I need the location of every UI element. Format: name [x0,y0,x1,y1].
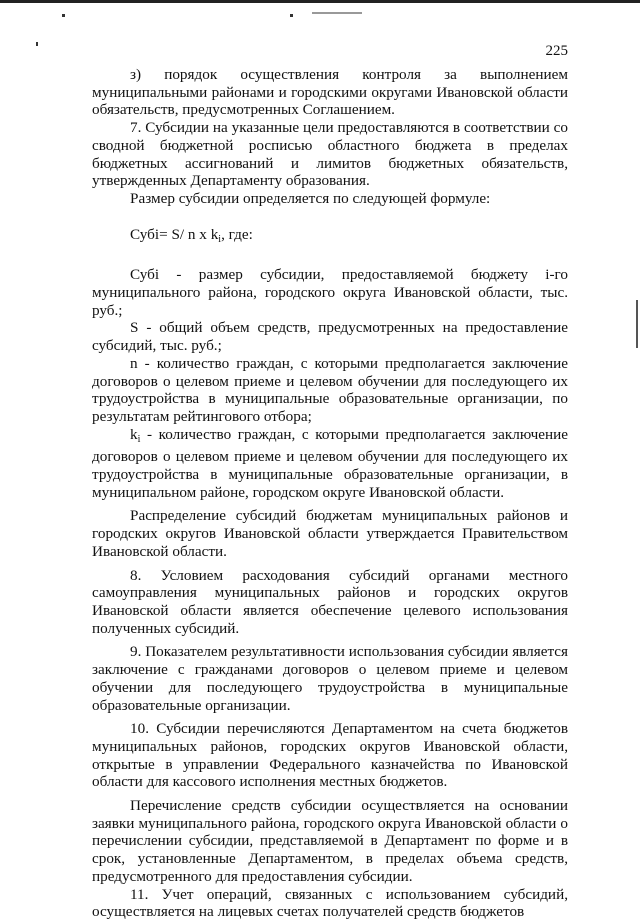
formula-subscript: i [218,233,222,245]
definition-n: n - количество граждан, с которыми предполагается заключение договоров о целевом приеме и целевом обучении для последующего их трудоустройства в муниципальные образовательные организации, по результатам рейтингового отбора; [92,354,568,425]
document-body [92,66,568,921]
paragraph-9: 9. Показателем результативности использования субсидии является заключение с гражданами договоров о целевом приеме и целевом обучении для последующего трудоустройства в муниципальные образовательные организации. [92,643,568,714]
definition-ki-subscript: i [137,433,141,445]
definition-subi: Субі - размер субсидии, предоставляемой бюджету i-го муниципального района, городского округа Ивановской области, тыс. руб.; [92,266,568,319]
formula [92,226,568,249]
definition-s: S - общий объем средств, предусмотренных на предоставление субсидий, тыс. руб.; [92,319,568,355]
top-border-line [0,0,640,3]
paragraph-control-procedure: з) порядок осуществления контроля за выполнением муниципальными районами и городскими округами Ивановской области обязательств, предусмотренных Соглашением. [92,66,568,119]
paragraph-8: 8. Условием расходования субсидий органами местного самоуправления муниципальных районов и городских округов Ивановской области является обеспечение целевого использования полученных субсидий. [92,566,568,637]
scan-mark-top-center [290,14,293,17]
formula-prefix: Субі= S/ n x k [130,225,219,243]
formula-suffix: , где: [221,225,253,243]
paragraph-7: 7. Субсидии на указанные цели предоставляются в соответствии со сводной бюджетной росписью областного бюджета в пределах бюджетных ассигнований и лимитов бюджетных обязательств, утвержденных Департаменту образования. [92,119,568,190]
definition-ki-text: - количество граждан, с которыми предполагается заключение договоров о целевом приеме и целевом обучении для последующего их трудоустройства в муниципальные образовательные организации, в муниципальном районе, городском округе Ивановской области. [92,425,568,501]
scan-mark-left [36,42,38,46]
definition-ki-symbol: k [130,425,138,443]
page-number: 225 [545,43,568,59]
scan-mark-top-smudge [312,12,362,14]
paragraph-transfer: Перечисление средств субсидии осуществляется на основании заявки муниципального района, городского округа Ивановской области о перечислении субсидии, представляемой в Департамент по форме и в срок, установленные Департаментом, в пределах объема средств, предусмотренного для предоставления субсидии. [92,797,568,885]
paragraph-10: 10. Субсидии перечисляются Департаментом на счета бюджетов муниципальных районов, городских округов Ивановской области, открытые в управлении Федерального казначейства по Ивановской области для кассового исполнения местных бюджетов. [92,720,568,791]
scan-edge-mark [636,300,638,348]
definition-ki [92,426,568,502]
scan-mark-top-left [62,14,65,17]
paragraph-11: 11. Учет операций, связанных с использованием субсидий, осуществляется на лицевых счетах получателей средств бюджетов [92,885,568,921]
paragraph-distribution: Распределение субсидий бюджетам муниципальных районов и городских округов Ивановской области утверждается Правительством Ивановской области. [92,507,568,560]
paragraph-formula-intro: Размер субсидии определяется по следующей формуле: [130,189,491,207]
